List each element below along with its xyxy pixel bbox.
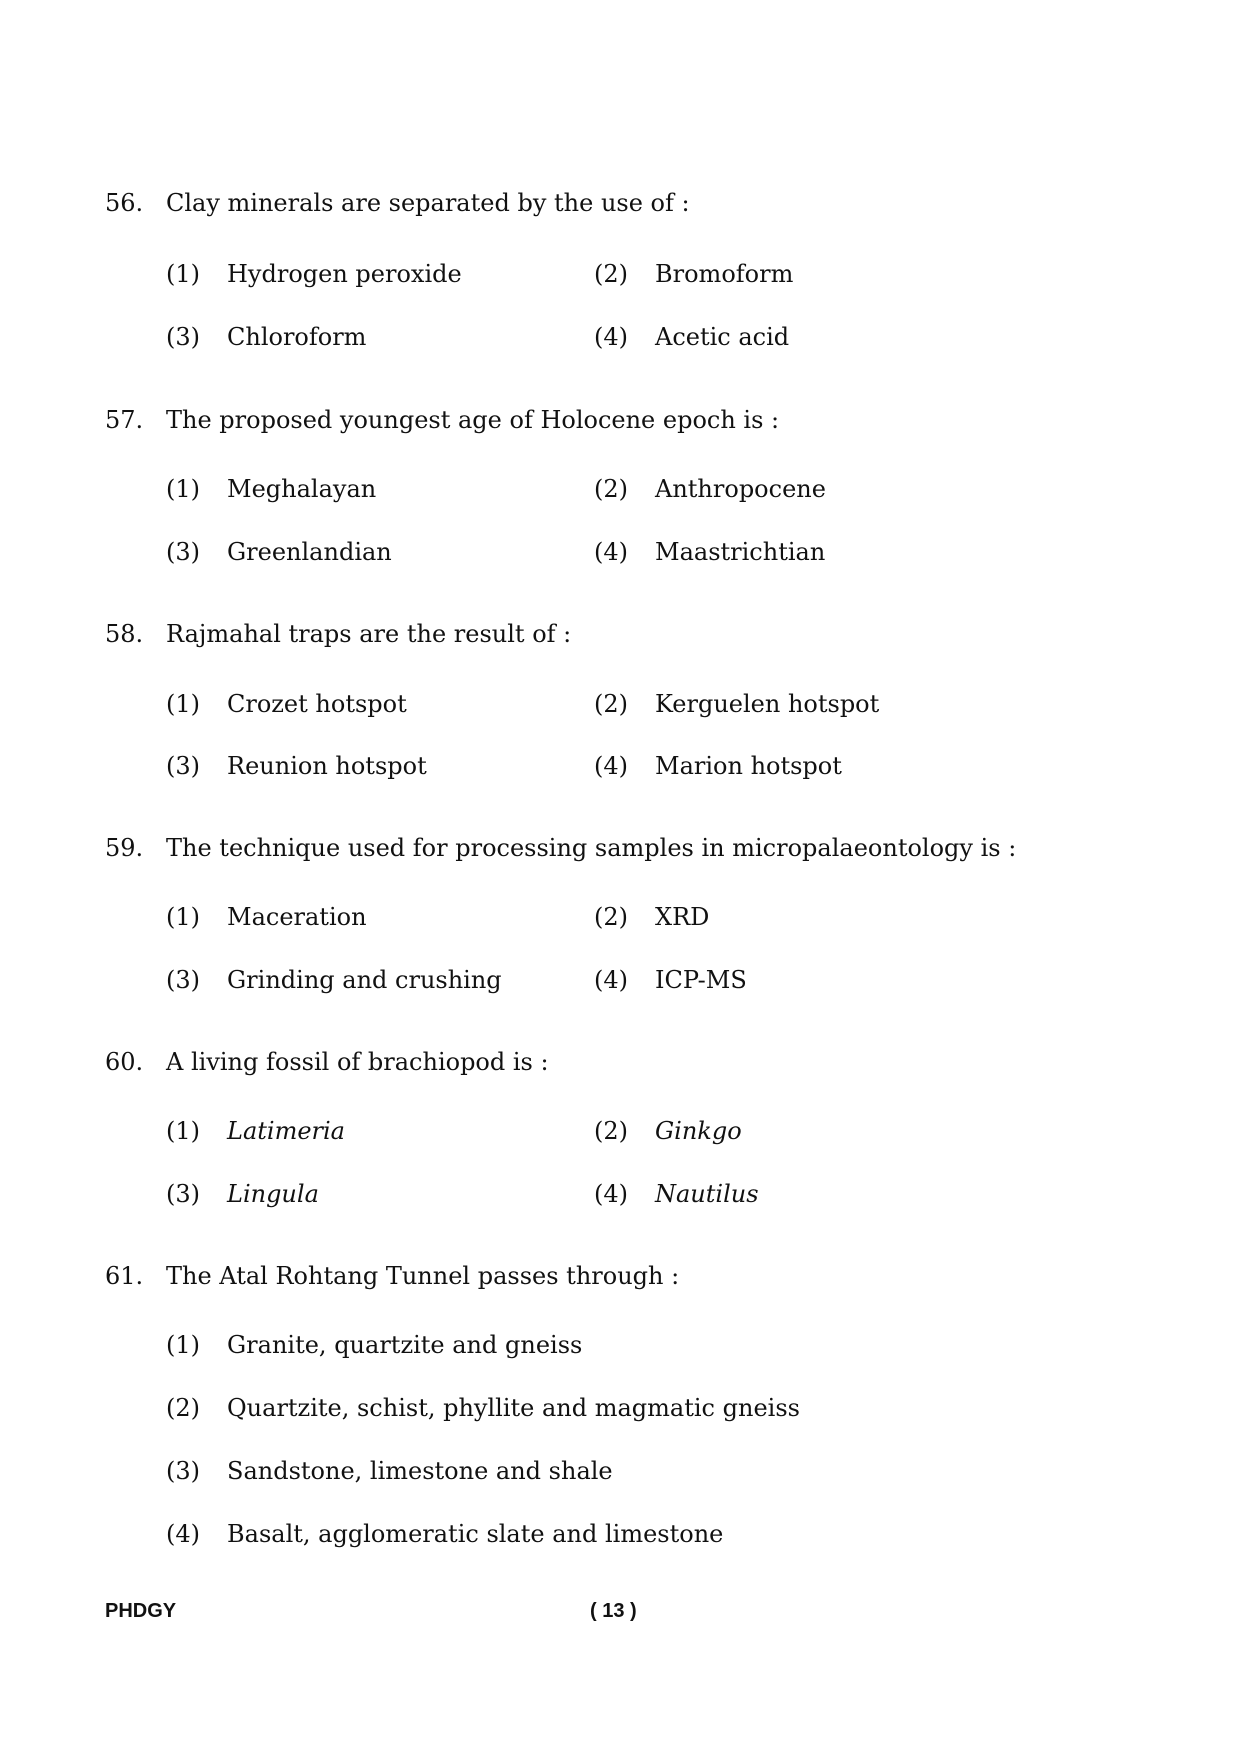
option-number: (4) — [594, 752, 628, 780]
option-text: Greenlandian — [227, 538, 392, 566]
option-number: (4) — [166, 1520, 200, 1548]
option-text: Bromoform — [655, 260, 794, 288]
option-text: Meghalayan — [227, 475, 377, 503]
question-text: Clay minerals are separated by the use of : — [166, 189, 690, 217]
option-text: Marion hotspot — [655, 752, 842, 780]
option-text: Ginkgo — [655, 1117, 742, 1145]
footer-code: PHDGY — [105, 1600, 177, 1622]
option-number: (2) — [594, 690, 628, 718]
option-number: (4) — [594, 1180, 628, 1208]
option-number: (3) — [166, 538, 200, 566]
option-text: Maceration — [227, 903, 367, 931]
option-text: XRD — [655, 903, 710, 931]
option-number: (2) — [594, 260, 628, 288]
question-line — [0, 183, 1241, 223]
option-number: (4) — [594, 966, 628, 994]
option-number: (1) — [166, 1117, 200, 1145]
option-number: (1) — [166, 1331, 200, 1359]
question-number: 59. — [105, 834, 144, 862]
option-text: Sandstone, limestone and shale — [227, 1457, 613, 1485]
option-number: (3) — [166, 1457, 200, 1485]
option-number: (2) — [594, 903, 628, 931]
option-text: Nautilus — [655, 1180, 759, 1208]
question-line — [0, 614, 1241, 654]
option-text: Acetic acid — [655, 323, 790, 351]
option-number: (4) — [594, 323, 628, 351]
option-text: ICP-MS — [655, 966, 747, 994]
question-line — [0, 400, 1241, 440]
option-text: Lingula — [227, 1180, 319, 1208]
question-text: The technique used for processing samples in micropalaeontology is : — [166, 834, 1017, 862]
option-number: (1) — [166, 260, 200, 288]
question-text: The proposed youngest age of Holocene epoch is : — [166, 406, 780, 434]
option-number: (3) — [166, 323, 200, 351]
option-text: Latimeria — [227, 1117, 345, 1145]
option-number: (2) — [594, 1117, 628, 1145]
option-number: (1) — [166, 690, 200, 718]
option-number: (1) — [166, 475, 200, 503]
option-text: Maastrichtian — [655, 538, 826, 566]
question-number: 60. — [105, 1048, 144, 1076]
option-number: (3) — [166, 752, 200, 780]
question-text: The Atal Rohtang Tunnel passes through : — [166, 1262, 680, 1290]
option-text: Kerguelen hotspot — [655, 690, 880, 718]
option-text: Reunion hotspot — [227, 752, 427, 780]
question-text: Rajmahal traps are the result of : — [166, 620, 572, 648]
option-number: (2) — [594, 475, 628, 503]
question-text: A living fossil of brachiopod is : — [166, 1048, 549, 1076]
option-text: Grinding and crushing — [227, 966, 502, 994]
question-number: 61. — [105, 1262, 144, 1290]
option-text: Crozet hotspot — [227, 690, 407, 718]
option-number: (4) — [594, 538, 628, 566]
option-text: Hydrogen peroxide — [227, 260, 462, 288]
option-text: Basalt, agglomeratic slate and limestone — [227, 1520, 724, 1548]
option-text: Quartzite, schist, phyllite and magmatic gneiss — [227, 1394, 800, 1422]
question-number: 58. — [105, 620, 144, 648]
option-text: Granite, quartzite and gneiss — [227, 1331, 583, 1359]
question-number: 57. — [105, 406, 144, 434]
question-line — [0, 1042, 1241, 1082]
option-number: (2) — [166, 1394, 200, 1422]
option-number: (3) — [166, 1180, 200, 1208]
option-text: Chloroform — [227, 323, 367, 351]
question-number: 56. — [105, 189, 144, 217]
option-number: (3) — [166, 966, 200, 994]
footer-page-number: ( 13 ) — [590, 1600, 637, 1622]
question-line — [0, 828, 1241, 868]
option-text: Anthropocene — [655, 475, 826, 503]
question-line — [0, 1256, 1241, 1296]
option-number: (1) — [166, 903, 200, 931]
